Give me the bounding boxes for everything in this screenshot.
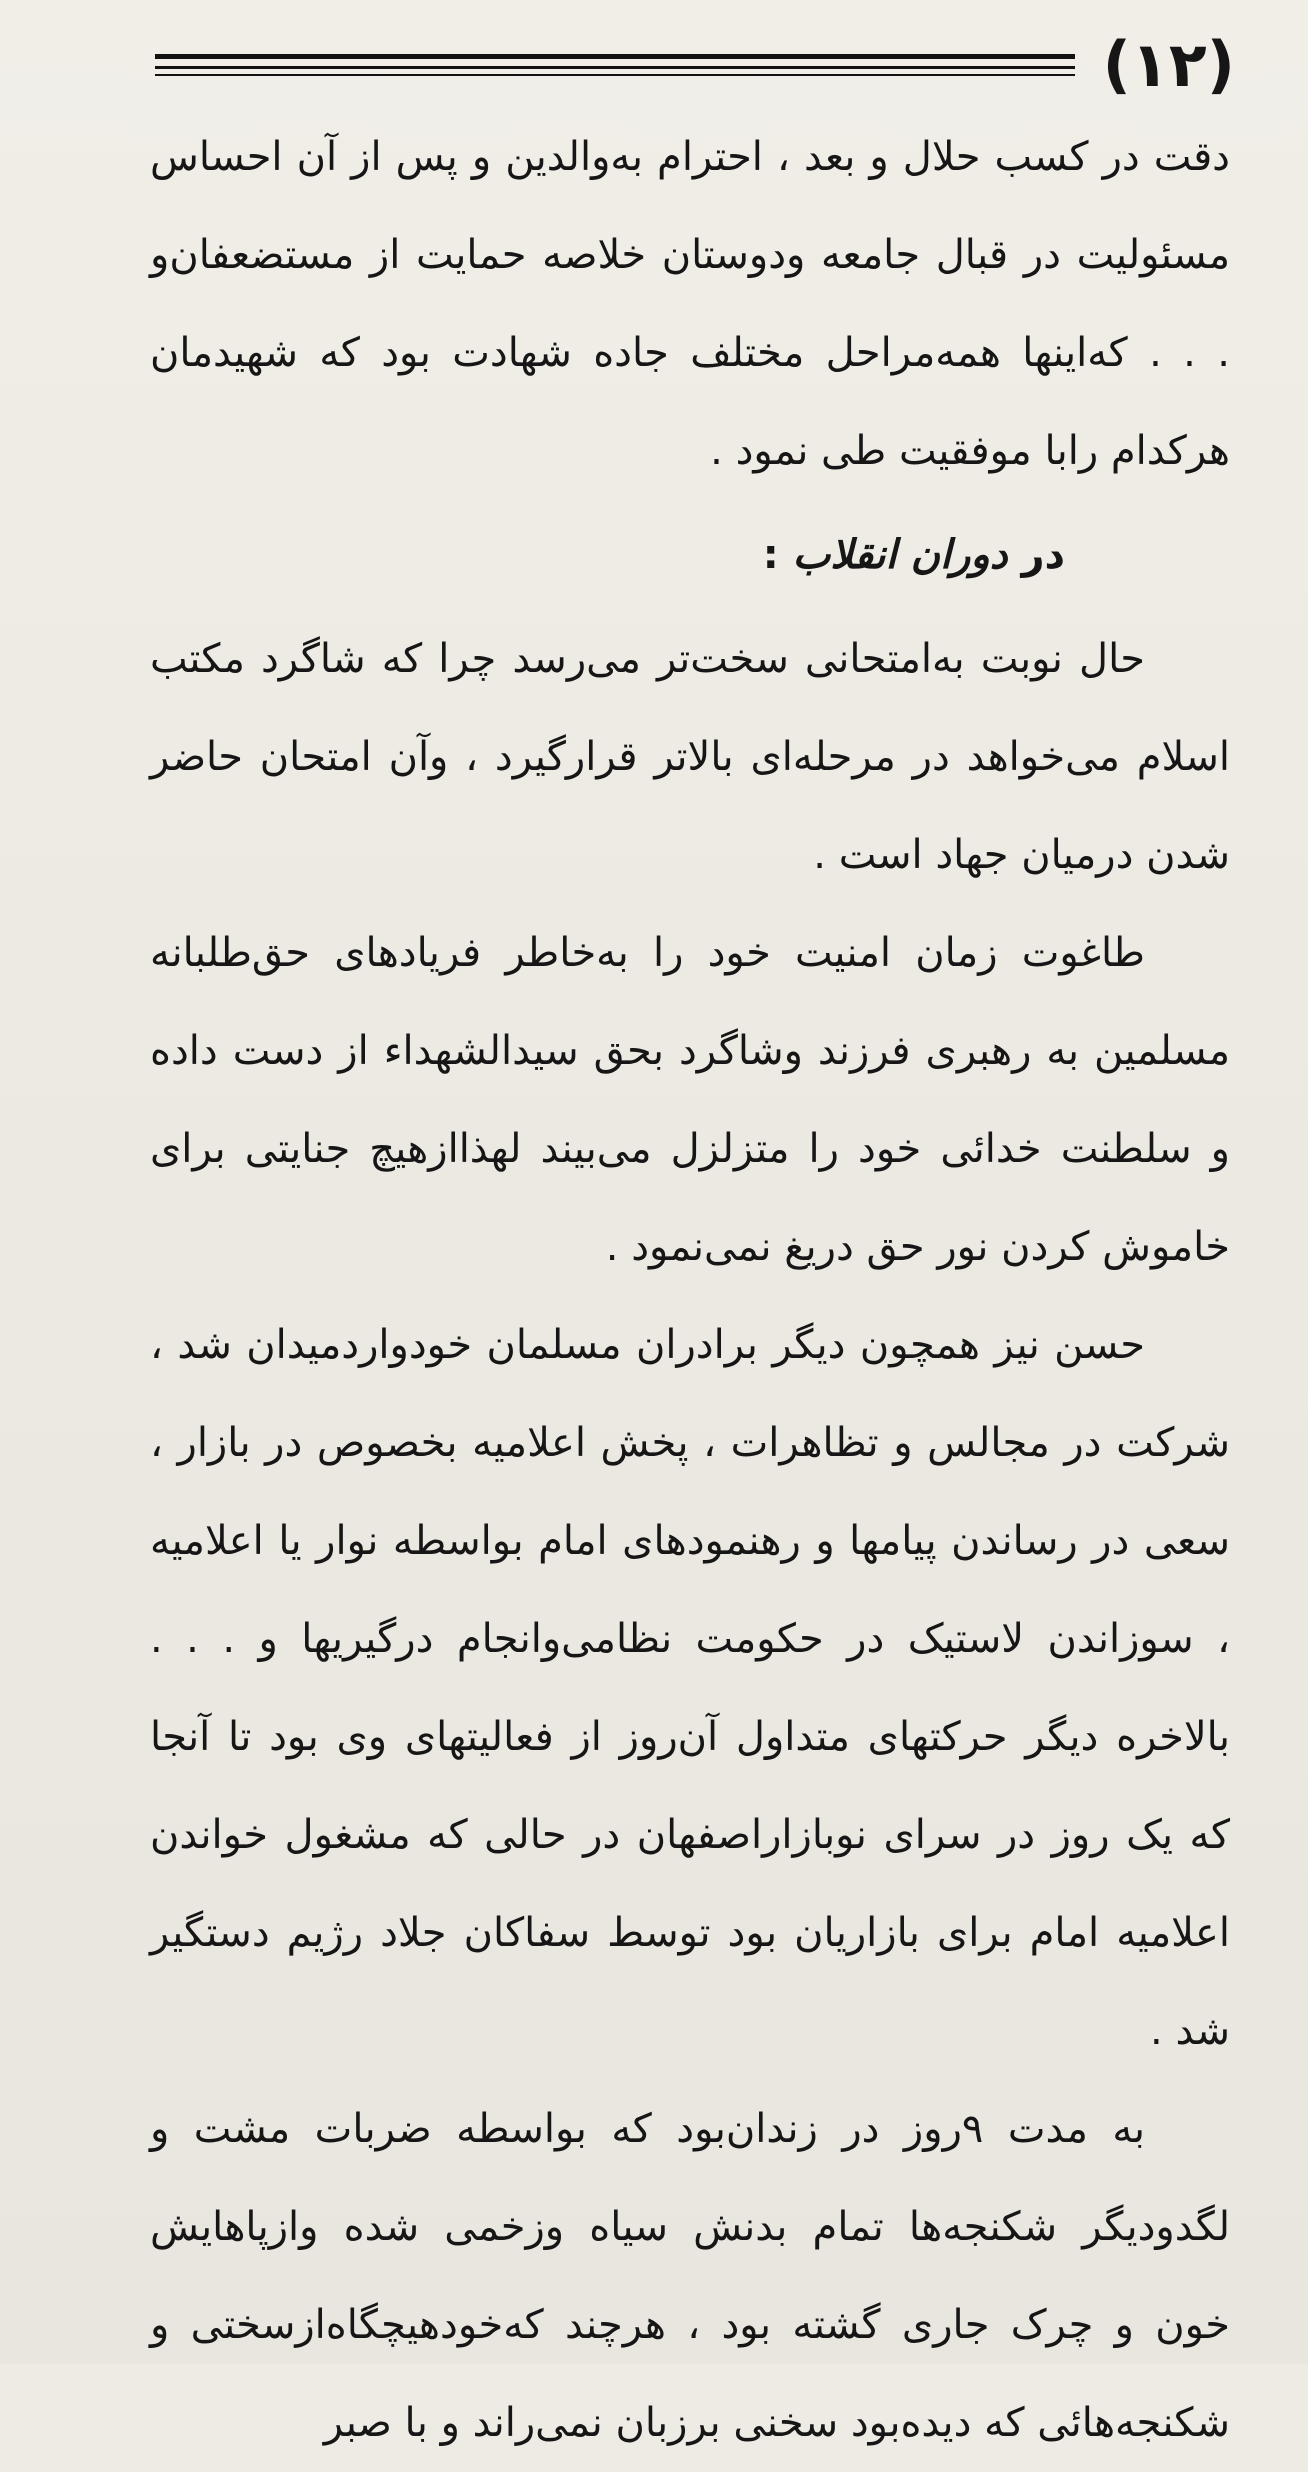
section-heading <box>150 500 1230 610</box>
header-rule-thin <box>155 74 1075 76</box>
page-header <box>155 30 1235 100</box>
header-rule-thick <box>155 54 1075 59</box>
section-heading-prefix: در <box>1007 532 1065 578</box>
paragraph-prison: به مدت ۹روز در زندان‌بود که بواسطه ضربات مشت و لگدودیگر شکنجه‌ها تمام بدنش سیاه وزخمی شده وازپاهایش خون و چرک جاری گشته بود ، هرچند که‌خودهیچگاه‌ازسختی و شکنجه‌هائی که دیده‌بود سخنی برزبان نمی‌راند و با صبر <box>150 2106 1230 2446</box>
section-heading-emphasis: دوران انقلاب <box>792 532 1008 578</box>
page-number: (۱۲) <box>1102 28 1235 101</box>
paragraph-taghut: طاغوت زمان امنیت خود را به‌خاطر فریادهای حق‌طلبانه مسلمین به رهبری فرزند وشاگرد بحق سیدالشهداء از دست داده و سلطنت خدائی خود را متزلزل می‌بیند لهذاازهیچ جنایتی برای خاموش کردن نور حق دریغ نمی‌نمود . <box>150 930 1230 1270</box>
paragraph-hasan: حسن نیز همچون دیگر برادران مسلمان خودواردمیدان شد ، شرکت در مجالس و تظاهرات ، پخش اعلامیه بخصوص در بازار ، سعی در رساندن پیامها و رهنمودهای امام بواسطه نوار یا اعلامیه ، سوزاندن لاستیک در حکومت نظامی‌وانجام درگیریها و . . . بالاخره دیگر حرکتهای متداول آن‌روز از فعالیتهای وی بود تا آنجا که یک روز در سرای نوبازاراصفهان در حالی که مشغول خواندن اعلامیه امام برای بازاریان بود توسط سفاکان جلاد رژیم دستگیر شد . <box>150 1322 1230 2054</box>
header-rule-medium <box>155 66 1075 69</box>
section-heading-suffix: : <box>762 532 793 578</box>
body-text <box>150 108 1230 2472</box>
paragraph-virtues: دقت در کسب حلال و بعد ، احترام به‌والدین و پس از آن احساس مسئولیت در قبال جامعه ودوستان خلاصه حمایت از مستضعفان‌و . . . که‌اینها همه‌مراحل مختلف جاده شهادت بود که شهیدمان هرکدام رابا موفقیت طی نمود . <box>150 134 1230 474</box>
paragraph-exam: حال نوبت به‌امتحانی سخت‌تر می‌رسد چرا که شاگرد مکتب اسلام می‌خواهد در مرحله‌ای بالاتر قرارگیرد ، وآن امتحان حاضر شدن درمیان جهاد است . <box>150 636 1230 878</box>
